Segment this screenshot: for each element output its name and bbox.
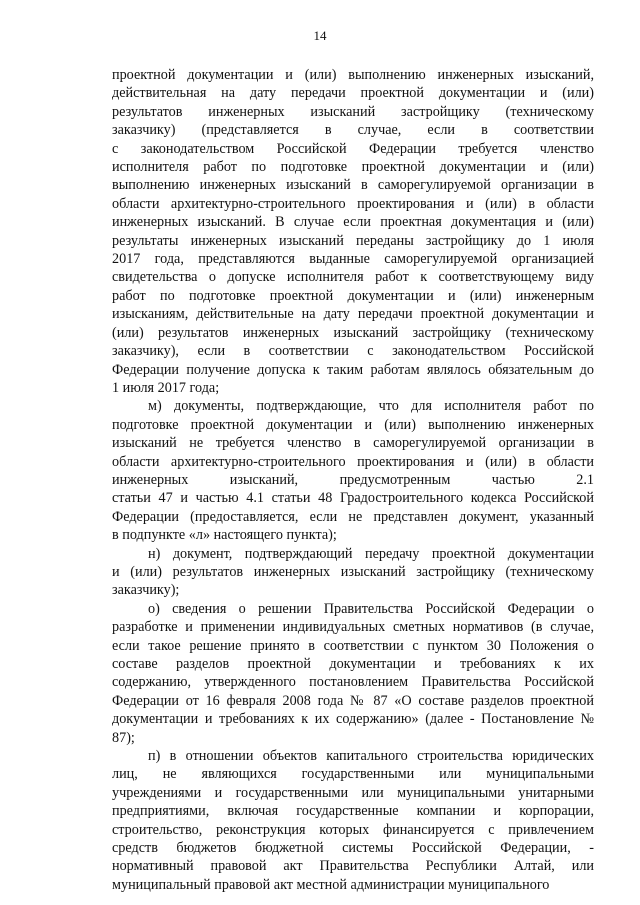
text-line: 1 июля 2017 года;: [112, 379, 220, 396]
text-line: результаты инженерных изысканий переданы застройщику до 1 июля: [112, 232, 594, 249]
text-line: инженерных изысканий. В случае если проектная документация и (или): [112, 214, 594, 231]
text-line: и (или) результатов инженерных изысканий застройщику (техническому: [112, 563, 594, 580]
text-line: 2017 года, представляются выданные саморегулируемой организацией: [112, 251, 594, 268]
text-line: в подпункте «л» настоящего пункта);: [112, 527, 337, 544]
paragraph: [112, 747, 594, 894]
text-line: свидетельства о допуске исполнителя работ к соответствующему виду: [112, 269, 594, 286]
text-line: заказчику) (представляется в случае, если в соответствии: [112, 122, 594, 139]
text-line: документации и требованиях к их содержанию» (далее - Постановление №: [112, 711, 594, 728]
text-line: результатов инженерных изысканий застройщику (техническому: [112, 103, 594, 120]
text-line: средств бюджетов бюджетной системы Российской Федерации, -: [112, 840, 594, 857]
text-line: учреждениями и государственными или муниципальными унитарными: [112, 784, 594, 801]
text-line: проектной документации и (или) выполнению инженерных изысканий,: [112, 67, 594, 83]
text-line: области архитектурно-строительного проектирования и (или) в области: [112, 453, 594, 470]
text-line: разработке и применении индивидуальных сметных нормативов (в случае,: [112, 619, 594, 636]
text-line: о) сведения о решении Правительства Российской Федерации о: [148, 600, 594, 617]
text-line: содержанию, утвержденного постановлением Правительства Российской: [112, 674, 594, 691]
text-line: с законодательством Российской Федерации требуется членство: [112, 140, 594, 157]
text-line: исполнителя работ по подготовке проектной документации и (или): [112, 159, 594, 176]
text-line: подготовке проектной документации и (или) выполнению инженерных: [112, 416, 594, 433]
text-line: предприятиями, включая государственные компании и корпорации,: [112, 803, 594, 820]
text-line: (или) результатов инженерных изысканий застройщику (техническому: [112, 324, 594, 341]
text-line: действительная на дату передачи проектной документации и (или): [112, 85, 594, 102]
page-number: 14: [313, 28, 327, 43]
text-line: н) документ, подтверждающий передачу проектной документации: [148, 545, 594, 562]
text-line: изысканиям, действительные на дату передачи проектной документации и: [112, 306, 594, 323]
text-line: м) документы, подтверждающие, что для исполнителя работ по: [148, 398, 594, 415]
text-line: 87);: [112, 729, 135, 746]
text-line: инженерных изысканий, предусмотренным частью 2.1: [112, 471, 594, 488]
paragraph: [112, 600, 594, 747]
text-line: п) в отношении объектов капитального строительства юридических: [148, 748, 594, 765]
document-body: [112, 66, 594, 894]
paragraph: [112, 545, 594, 600]
text-line: Федерации (предоставляется, если не представлен документ, указанный: [112, 508, 594, 525]
paragraph: [112, 397, 594, 544]
text-line: Федерации от 16 февраля 2008 года № 87 «О составе разделов проектной: [112, 692, 594, 709]
text-line: нормативный правовой акт Правительства Республики Алтай, или: [112, 858, 594, 875]
paragraph: [112, 66, 594, 397]
text-line: составе разделов проектной документации и требованиях к их: [112, 656, 594, 672]
text-line: Федерации получение допуска к таким работам являлось обязательным до: [112, 361, 594, 378]
text-line: работ по подготовке проектной документации и (или) инженерным: [112, 287, 594, 304]
text-line: заказчику);: [112, 582, 180, 599]
text-line: статьи 47 и частью 4.1 статьи 48 Градостроительного кодекса Российской: [112, 490, 594, 507]
text-line: муниципальный правовой акт местной администрации муниципального: [112, 876, 550, 893]
text-line: строительство, реконструкция которых финансируется с привлечением: [112, 821, 594, 838]
text-line: если такое решение принято в соответствии с пунктом 30 Положения о: [112, 637, 594, 654]
text-line: области архитектурно-строительного проектирования и (или) в области: [112, 195, 594, 212]
text-line: выполнению инженерных изысканий в саморегулируемой организации в: [112, 177, 594, 194]
text-line: изысканий не требуется членство в саморегулируемой организации в: [112, 435, 594, 452]
text-line: заказчику), если в соответствии с законодательством Российской: [112, 343, 594, 360]
text-line: лиц, не являющихся государственными или муниципальными: [112, 766, 594, 783]
